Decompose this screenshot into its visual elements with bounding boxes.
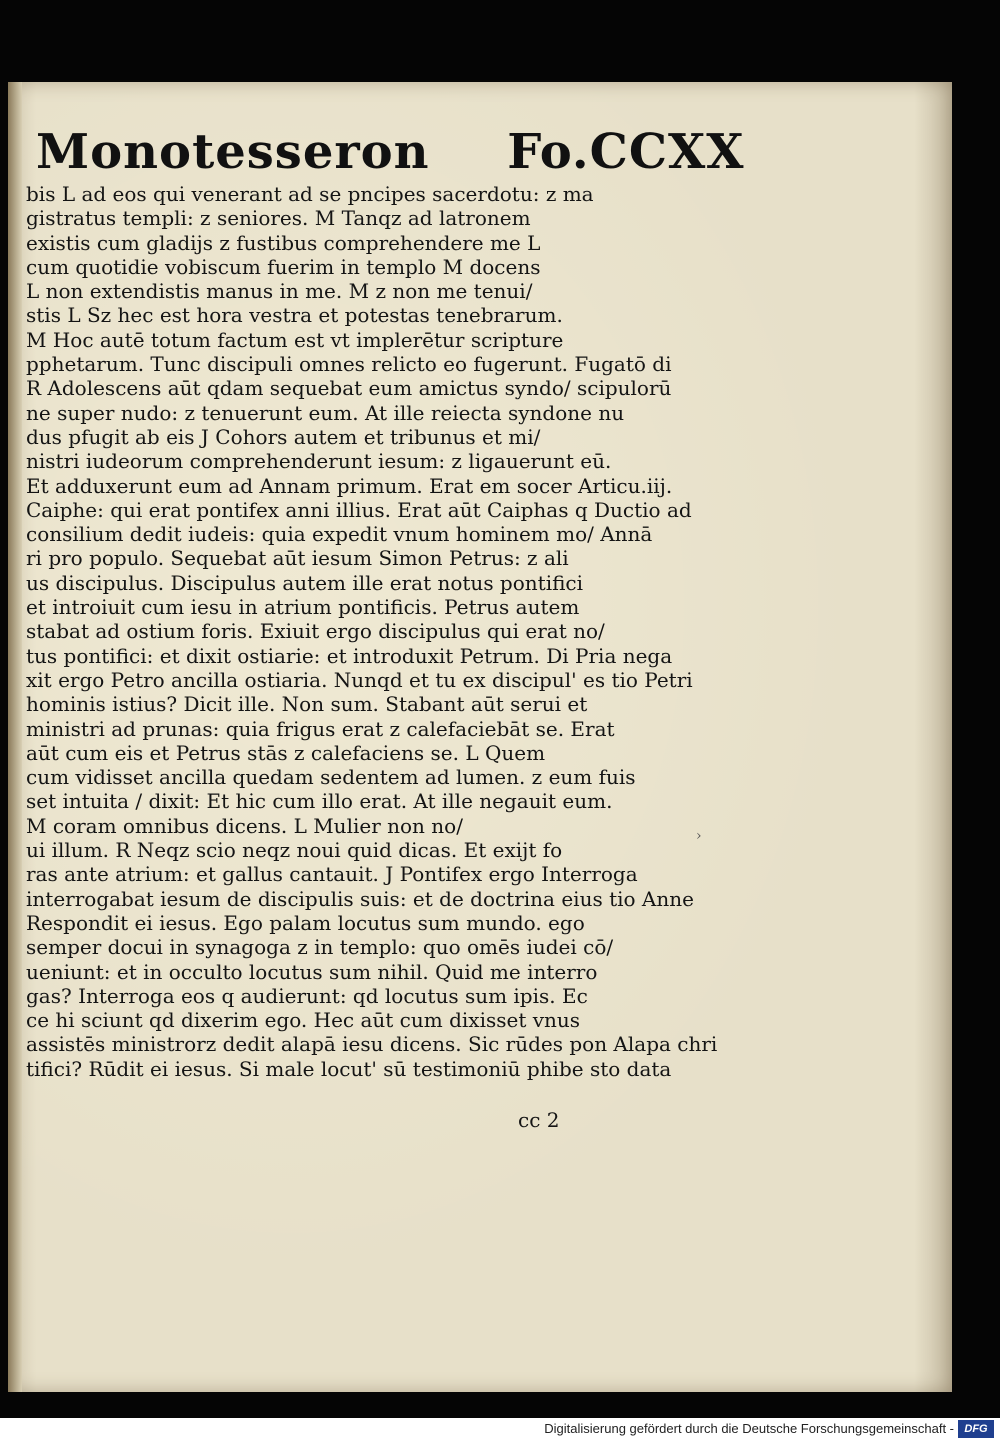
text-line: hominis istius? Dicit ille. Non sum. Stabant aūt serui et xyxy=(26,692,588,717)
text-line: pphetarum. Tunc discipuli omnes relicto eo fugerunt. Fugatō di xyxy=(26,352,672,377)
header-title: Monotesseron xyxy=(36,124,430,180)
text-line: gas? Interroga eos q audierunt: qd locutus sum ipis. Ec xyxy=(26,983,588,1008)
text-line: tus pontifici: et dixit ostiarie: et introduxit Petrum. Di Pria nega xyxy=(26,643,673,668)
text-line: aūt cum eis et Petrus stās z calefaciens se. L Quem xyxy=(26,740,546,765)
text-line: assistēs ministrorz dedit alapā iesu dicens. Sic rūdes pon Alapa chri xyxy=(26,1032,718,1057)
funding-note: Digitalisierung gefördert durch die Deutsche Forschungsgemeinschaft - xyxy=(544,1421,954,1436)
text-line: Caiphe: qui erat pontifex anni illius. Erat aūt Caiphas q Ductio ad xyxy=(26,497,692,522)
dfg-logo: DFG xyxy=(958,1420,994,1438)
text-block xyxy=(26,182,726,1081)
text-line: consilium dedit iudeis: quia expedit vnum hominem mo/ Annā xyxy=(26,522,653,547)
text-line: M Hoc autē totum factum est vt implerētur scripture xyxy=(26,327,564,352)
text-line: ui illum. R Neqz scio neqz noui quid dicas. Et exijt fo xyxy=(26,838,563,863)
text-line: gistratus templi: z seniores. M Tanqz ad latronem xyxy=(26,206,531,231)
text-line: existis cum gladijs z fustibus comprehendere me L xyxy=(26,230,541,255)
page-gutter xyxy=(8,82,22,1392)
text-line: set intuita / dixit: Et hic cum illo erat. At ille negauit eum. xyxy=(26,789,613,814)
text-line: nistri iudeorum comprehenderunt iesum: z ligauerunt eū. xyxy=(26,449,612,474)
text-line: ri pro populo. Sequebat aūt iesum Simon Petrus: z ali xyxy=(26,546,569,571)
text-line: semper docui in synagoga z in templo: quo omēs iudei cō/ xyxy=(26,935,614,960)
text-line: ueniunt: et in occulto locutus sum nihil. Quid me interro xyxy=(26,959,598,984)
text-line: stabat ad ostium foris. Exiuit ergo discipulus qui erat no/ xyxy=(26,619,605,644)
text-line: Et adduxerunt eum ad Annam primum. Erat em socer Articu.iij. xyxy=(26,473,673,498)
text-line: Respondit ei iesus. Ego palam locutus sum mundo. ego xyxy=(26,910,585,935)
text-line: us discipulus. Discipulus autem ille erat notus pontifici xyxy=(26,570,584,595)
signature-mark: cc 2 xyxy=(518,1108,560,1132)
text-line: cum quotidie vobiscum fuerim in templo M docens xyxy=(26,254,541,279)
folio-number: Fo.CCXX xyxy=(507,124,745,180)
text-line: M coram omnibus dicens. L Mulier non no/ xyxy=(26,813,463,838)
book-page xyxy=(8,82,952,1392)
running-header xyxy=(36,122,745,182)
text-line: xit ergo Petro ancilla ostiaria. Nunqd et tu ex discipul' es tio Petri xyxy=(26,667,693,692)
text-line: ne super nudo: z tenuerunt eum. At ille reiecta syndone nu xyxy=(26,400,625,425)
text-line: ras ante atrium: et gallus cantauit. J Pontifex ergo Interroga xyxy=(26,862,638,887)
margin-tick: › xyxy=(696,828,702,844)
text-line: bis L ad eos qui venerant ad se pncipes sacerdotu: z ma xyxy=(26,182,594,206)
text-line: et introiuit cum iesu in atrium pontificis. Petrus autem xyxy=(26,595,580,620)
footer-bar xyxy=(0,1418,1000,1441)
text-line: tifici? Rūdit ei iesus. Si male locut' sū testimoniū phibe sto data xyxy=(26,1056,672,1081)
text-line: R Adolescens aūt qdam sequebat eum amictus syndo/ scipulorū xyxy=(26,376,672,401)
text-line: stis L Sz hec est hora vestra et potestas tenebrarum. xyxy=(26,303,563,328)
text-line: ce hi sciunt qd dixerim ego. Hec aūt cum dixisset vnus xyxy=(26,1008,581,1033)
text-line: ministri ad prunas: quia frigus erat z calefaciebāt se. Erat xyxy=(26,716,615,741)
text-line: dus pfugit ab eis J Cohors autem et tribunus et mi/ xyxy=(26,424,541,449)
text-line: L non extendistis manus in me. M z non me tenui/ xyxy=(26,279,533,304)
text-line: cum vidisset ancilla quedam sedentem ad lumen. z eum fuis xyxy=(26,765,636,790)
text-line: interrogabat iesum de discipulis suis: et de doctrina eius tio Anne xyxy=(26,886,694,911)
